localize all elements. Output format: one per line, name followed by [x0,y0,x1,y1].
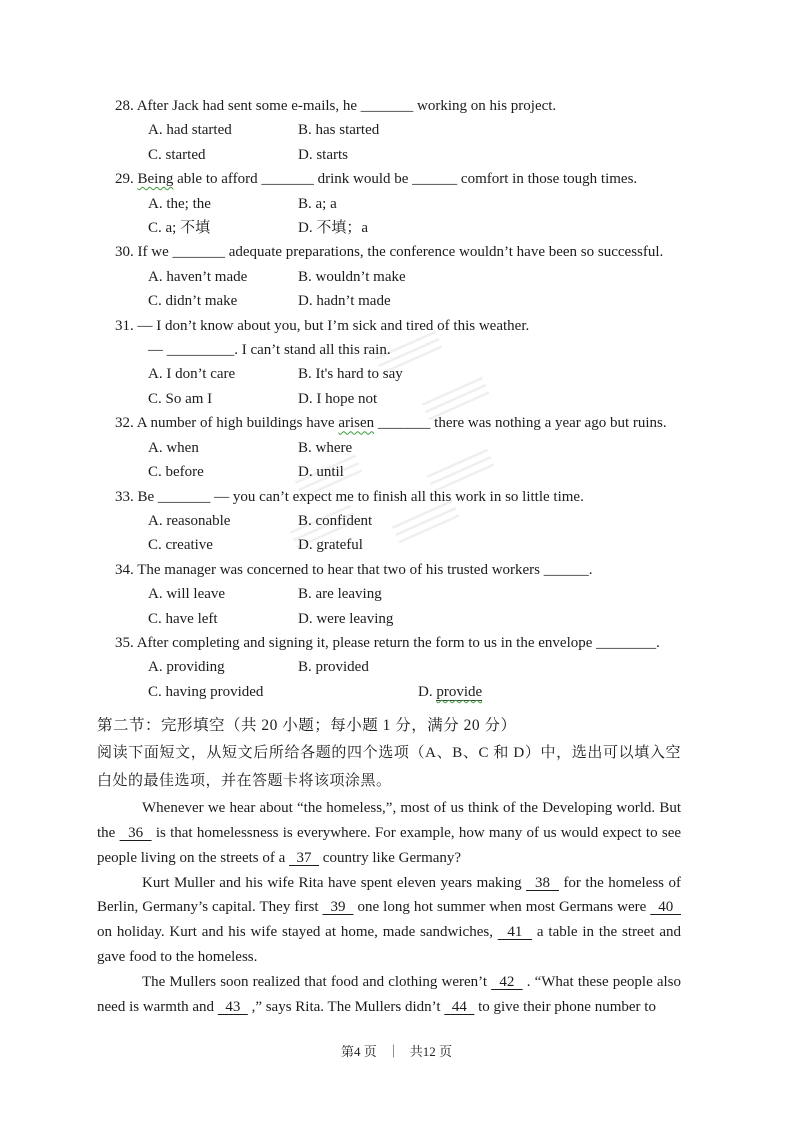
question-number: 33. [115,488,138,505]
option-cell: B. where [298,439,353,456]
question-item [97,314,681,412]
cloze-blank: 39 [322,899,354,916]
option-cell: A. when [148,439,199,456]
passage-paragraph: The Mullers soon realized that food and clothing weren’t 42 . “What these people also need is warmth and 43 ,” says Rita. The Mullers didn’t 44 to give their phone number to [97,973,682,1015]
option-cell: A. the; the [148,195,211,212]
option-cell: B. provided [298,659,369,676]
option-cell: C. So am I [148,390,213,407]
question-item [97,167,681,240]
spellcheck-word: provide [436,683,483,700]
cloze-blank: 37 [289,849,320,866]
option-cell: C. having provided [148,683,264,700]
option-row [97,655,681,679]
cloze-blank: 44 [444,998,475,1015]
option-cell: A. I don’t care [148,366,236,383]
cloze-blank: 40 [650,899,682,916]
option-cell: B. confident [298,512,373,529]
option-row [97,216,681,240]
option-cell: A. will leave [148,586,226,603]
page-footer [0,1041,793,1060]
option-cell: C. didn’t make [148,293,238,310]
passage-paragraph: Kurt Muller and his wife Rita have spent eleven years making 38 for the homeless of Berlin, Germany’s capital. They first 39 one long hot summer when most Germans were 40 on holiday. Kurt and his wife stayed at home, made sandwiches, 41 a table in the street and gave food to the homeless. [97,874,682,965]
option-row [97,118,681,142]
question-stem: 33. Be _______ — you can’t expect me to finish all this work in so little time. [115,488,584,505]
section-instructions: 阅读下面短文，从短文后所给各题的四个选项（A、B、C 和 D）中，选出可以填入空白处的最佳选项，并在答题卡将该项涂黑。 [97,745,681,789]
option-cell: C. have left [148,610,218,627]
option-row [97,362,681,386]
option-cell: D. 不填；a [298,220,368,237]
question-stem: 30. If we _______ adequate preparations, the conference wouldn’t have been so successful. [115,244,664,261]
option-cell: D. I hope not [298,390,378,407]
exam-content [97,94,681,1019]
question-item [97,240,681,313]
option-cell: D. were leaving [298,610,394,627]
cloze-blank: 41 [497,924,533,941]
question-number: 28. [115,98,137,114]
question-stem: 34. The manager was concerned to hear that two of his trusted workers ______. [115,561,593,578]
question-number: 29. [115,171,138,188]
option-row [97,289,681,313]
option-row [97,680,681,704]
option-row [97,265,681,289]
cloze-blank: 43 [217,998,248,1015]
question-item [97,631,681,704]
option-row [97,533,681,557]
question-item [97,558,681,631]
option-cell: D. provide [418,683,483,700]
question-list [97,94,681,704]
option-row [97,143,681,167]
page-number: 第4 页 [340,1044,377,1059]
question-number: 31. [115,317,138,334]
option-cell: A. had started [148,122,232,139]
question-stem: 32. A number of high buildings have arisen _______ there was nothing a year ago but ruins. [115,415,667,432]
option-cell: D. grateful [298,537,363,554]
question-stem: 29. Being able to afford _______ drink would be ______ comfort in those tough times. [115,171,638,188]
question-item [97,411,681,484]
question-stem: — _________. I can’t stand all this rain. [148,342,391,359]
section-header: 第二节：完形填空（共 20 小题；每小题 1 分，满分 20 分） [97,717,517,735]
question-stem: 35. After completing and signing it, please return the form to us in the envelope ________. [115,634,660,651]
option-row [97,460,681,484]
option-cell: D. starts [298,146,348,163]
question-number: 30. [115,244,138,261]
option-cell: C. started [148,146,206,163]
question-number: 35. [115,634,137,651]
option-cell: B. are leaving [298,586,382,603]
passage-paragraph: Whenever we hear about “the homeless,”, most of us think of the Developing world. But the 36 is that homelessness is everywhere. For example, how many of us would expect to see people living on the streets of a 37 country like Germany? [97,800,682,866]
option-cell: A. haven’t made [148,268,248,285]
option-cell: A. reasonable [148,512,231,529]
option-cell: A. providing [148,659,225,676]
cloze-blank: 42 [491,973,523,990]
option-cell: B. It's hard to say [298,366,403,383]
option-row [97,509,681,533]
option-cell: B. has started [298,122,380,139]
option-cell: D. until [298,464,344,481]
spellcheck-word: Being [137,171,174,188]
question-stem: 28. After Jack had sent some e-mails, he _______ working on his project. [115,98,557,114]
cloze-blank: 36 [119,824,152,841]
option-row [97,607,681,631]
option-row [97,192,681,216]
option-cell: D. hadn’t made [298,293,391,310]
option-row [97,387,681,411]
cloze-passage [97,796,681,1019]
option-cell: C. before [148,464,204,481]
option-cell: B. a; a [298,195,337,212]
question-number: 34. [115,561,138,578]
option-cell: B. wouldn’t make [298,268,406,285]
question-item [97,94,681,167]
option-cell: C. a; 不填 [148,220,211,237]
footer-separator: ｜ [386,1044,400,1059]
spellcheck-word: arisen [338,415,375,432]
page-count: 共12 页 [409,1044,453,1059]
question-stem: 31. — I don’t know about you, but I’m sick and tired of this weather. [115,317,530,334]
cloze-blank: 38 [526,874,559,891]
option-row [97,582,681,606]
option-cell: C. creative [148,537,213,554]
option-row [97,436,681,460]
question-item [97,485,681,558]
question-number: 32. [115,415,137,432]
